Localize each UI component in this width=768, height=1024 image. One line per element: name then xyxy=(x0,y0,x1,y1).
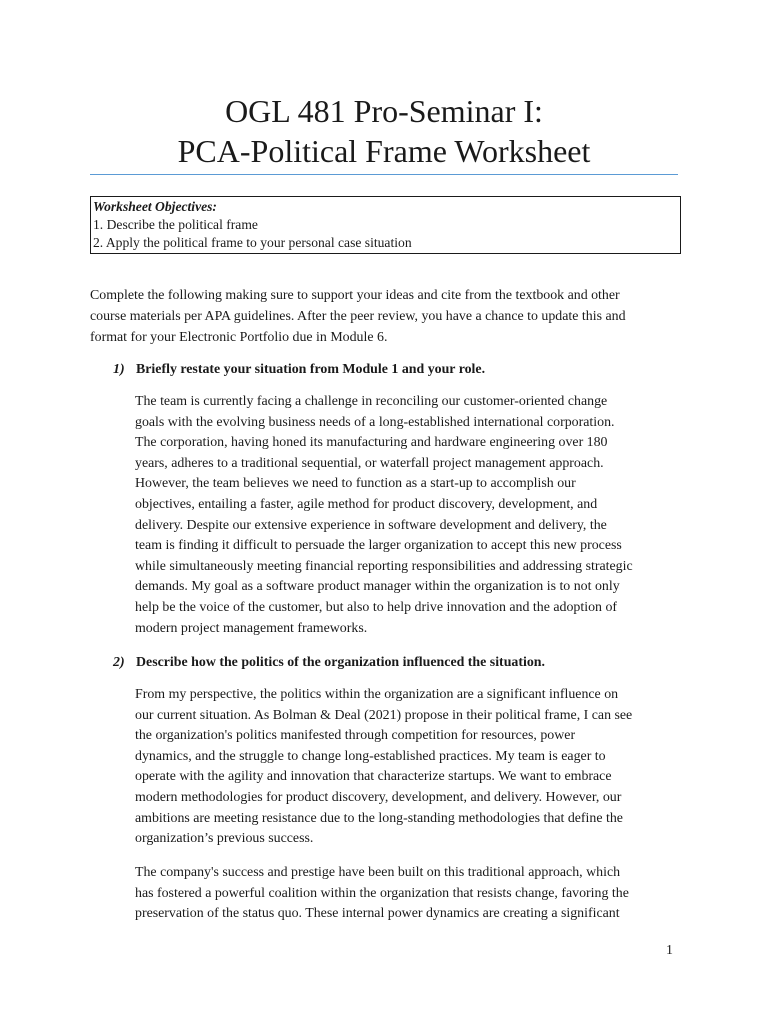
question-text: Describe how the politics of the organization influenced the situation. xyxy=(136,655,545,670)
answer-line: delivery. Despite our extensive experience in software development and delivery, the xyxy=(135,517,607,533)
document-title xyxy=(90,91,678,171)
intro-paragraph xyxy=(90,285,690,348)
answer-line: dynamics, and the struggle to change long-established practices. My team is eager to xyxy=(135,748,606,764)
answer-2-paragraph-1 xyxy=(135,685,685,850)
answer-line: help be the voice of the customer, but also to help drive innovation and the adoption of xyxy=(135,599,618,615)
answer-line: operate with the agility and innovation that characterize startups. We want to embrace xyxy=(135,769,612,785)
intro-line: course materials per APA guidelines. After the peer review, you have a chance to update this and xyxy=(90,309,626,324)
answer-line: our current situation. As Bolman & Deal (2021) propose in their political frame, I can see xyxy=(135,707,633,723)
answer-line: modern methodologies for product discovery, development, and delivery. However, our xyxy=(135,789,622,805)
answer-line: years, adheres to a traditional sequential, or waterfall project management approach. xyxy=(135,455,604,471)
question-number: 1) xyxy=(113,362,125,377)
page-number: 1 xyxy=(666,943,673,958)
objectives-heading: Worksheet Objectives: xyxy=(93,199,217,214)
answer-line: From my perspective, the politics within the organization are a significant influence on xyxy=(135,687,619,702)
intro-line: Complete the following making sure to support your ideas and cite from the textbook and other xyxy=(90,288,620,303)
answer-line: demands. My goal as a software product manager within the organization is to not only xyxy=(135,579,620,595)
answer-line: organization’s previous success. xyxy=(135,831,314,847)
answer-line: The corporation, having honed its manufacturing and hardware engineering over 180 xyxy=(135,435,608,451)
answer-1-paragraph-1 xyxy=(135,392,685,639)
answer-line: while simultaneously meeting financial reporting responsibilities and addressing strategic xyxy=(135,558,633,574)
question-number: 2) xyxy=(113,655,125,670)
title-line-1: OGL 481 Pro-Seminar I: xyxy=(225,93,543,129)
answer-line: The company's success and prestige have been built on this traditional approach, which xyxy=(135,865,621,880)
question-2 xyxy=(113,652,683,673)
objective-item: 1. Describe the political frame xyxy=(93,217,258,232)
answer-2-paragraph-2 xyxy=(135,863,685,925)
answer-line: the organization's politics manifested through competition for resources, power xyxy=(135,728,576,744)
objectives-box xyxy=(90,196,681,254)
answer-line: preservation of the status quo. These internal power dynamics are creating a significant xyxy=(135,906,620,922)
answer-line: objectives, entailing a faster, agile method for product discovery, development, and xyxy=(135,496,598,512)
answer-line: modern project management frameworks. xyxy=(135,620,368,636)
answer-line: The team is currently facing a challenge in reconciling our customer-oriented change xyxy=(135,394,608,409)
answer-line: However, the team believes we need to function as a start-up to accomplish our xyxy=(135,476,576,492)
question-1 xyxy=(113,359,683,380)
answer-line: goals with the evolving business needs of a long-established international corporation. xyxy=(135,414,615,430)
answer-line: has fostered a powerful coalition within the organization that resists change, favoring the xyxy=(135,885,629,901)
intro-line: format for your Electronic Portfolio due in Module 6. xyxy=(90,330,388,345)
question-text: Briefly restate your situation from Module 1 and your role. xyxy=(136,362,486,377)
title-line-2: PCA-Political Frame Worksheet xyxy=(177,133,591,169)
answer-line: ambitions are meeting resistance due to the long-standing methodologies that define the xyxy=(135,810,623,826)
answer-line: team is finding it difficult to persuade the larger organization to accept this new process xyxy=(135,538,622,554)
objective-item: 2. Apply the political frame to your personal case situation xyxy=(93,235,412,250)
title-divider xyxy=(90,174,678,175)
